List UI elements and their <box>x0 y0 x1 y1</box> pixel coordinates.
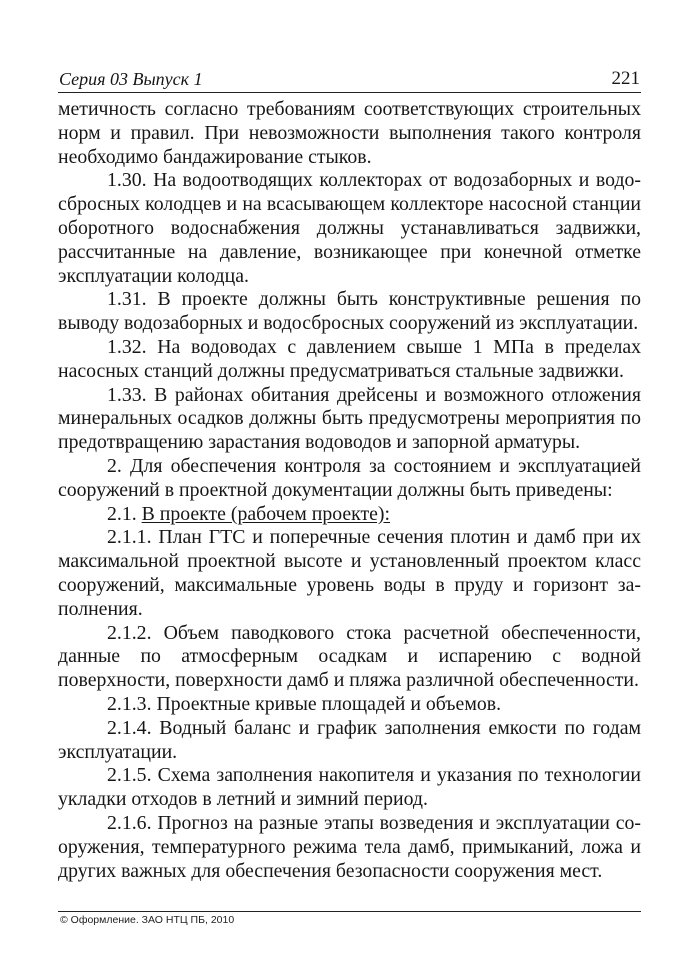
paragraph-2-1-5: 2.1.5. Схема заполнения накопителя и указания по технологии укладки отходов в летний и зимний период. <box>58 764 641 811</box>
copyright-note: © Оформление. ЗАО НТЦ ПБ, 2010 <box>60 914 235 926</box>
body-text <box>58 98 641 883</box>
footer-divider <box>58 911 641 912</box>
document-page <box>58 66 641 883</box>
running-header <box>58 66 641 93</box>
paragraph-1-31: 1.31. В проекте должны быть конструктивные решения по выводу водозаборных и водосбросных сооружений из эксплуатации. <box>58 288 641 335</box>
paragraph-2-1-1: 2.1.1. План ГТС и поперечные сечения плотин и дамб при их максимальной проектной высоте и установленный проектом класс сооружений, максимальные уровень воды в пруду и горизонт заполнения. <box>58 526 641 620</box>
paragraph-2-1-2: 2.1.2. Объем паводкового стока расчетной обеспеченности, данные по атмосферным осадкам и испарению с водной поверхности, поверхности дамб и пляжа различной обеспеченности. <box>58 621 641 692</box>
paragraph-2-1-heading: В проекте (рабочем проекте): <box>141 502 391 525</box>
paragraph-continuation: метичность согласно требованиям соответствующих строительных норм и правил. При невозможности выполнения такого контроля необходимо бандажирование стыков. <box>58 98 641 168</box>
paragraph-2-1-number: 2.1. <box>107 502 142 525</box>
paragraph-1-33: 1.33. В районах обитания дрейсены и возможного отложения минеральных осадков должны быть предусмотрены мероприятия по предотвращению зарастания водоводов и запорной арматуры. <box>58 383 641 454</box>
page-number: 221 <box>611 68 640 89</box>
paragraph-2-1-6: 2.1.6. Прогноз на разные этапы возведения и эксплуатации сооружения, температурного режима тела дамб, примыканий, ложа и других важных для обеспечения безопасности сооружения мест. <box>58 811 641 882</box>
paragraph-2-1 <box>58 503 641 527</box>
paragraph-1-32: 1.32. На водоводах с давлением свыше 1 МПа в пределах насосных станций должны предусматриваться стальные задвижки. <box>58 335 641 382</box>
paragraph-2-1-3: 2.1.3. Проектные кривые площадей и объемов. <box>107 692 502 715</box>
paragraph-2-1-4: 2.1.4. Водный баланс и график заполнения емкости по годам эксплуатации. <box>58 716 641 763</box>
series-label: Серия 03 Выпуск 1 <box>59 69 203 89</box>
paragraph-1-30: 1.30. На водоотводящих коллекторах от водозаборных и водосбросных колодцев и на всасывающем коллекторе насосной станции оборотного водоснабжения должны устанавливаться задвижки, рассчитанные на давление, возникающее при конечной отметке эксплуатации колодца. <box>58 169 641 287</box>
paragraph-2: 2. Для обеспечения контроля за состоянием и эксплуатацией сооружений в проектной документации должны быть приведены: <box>58 454 641 501</box>
